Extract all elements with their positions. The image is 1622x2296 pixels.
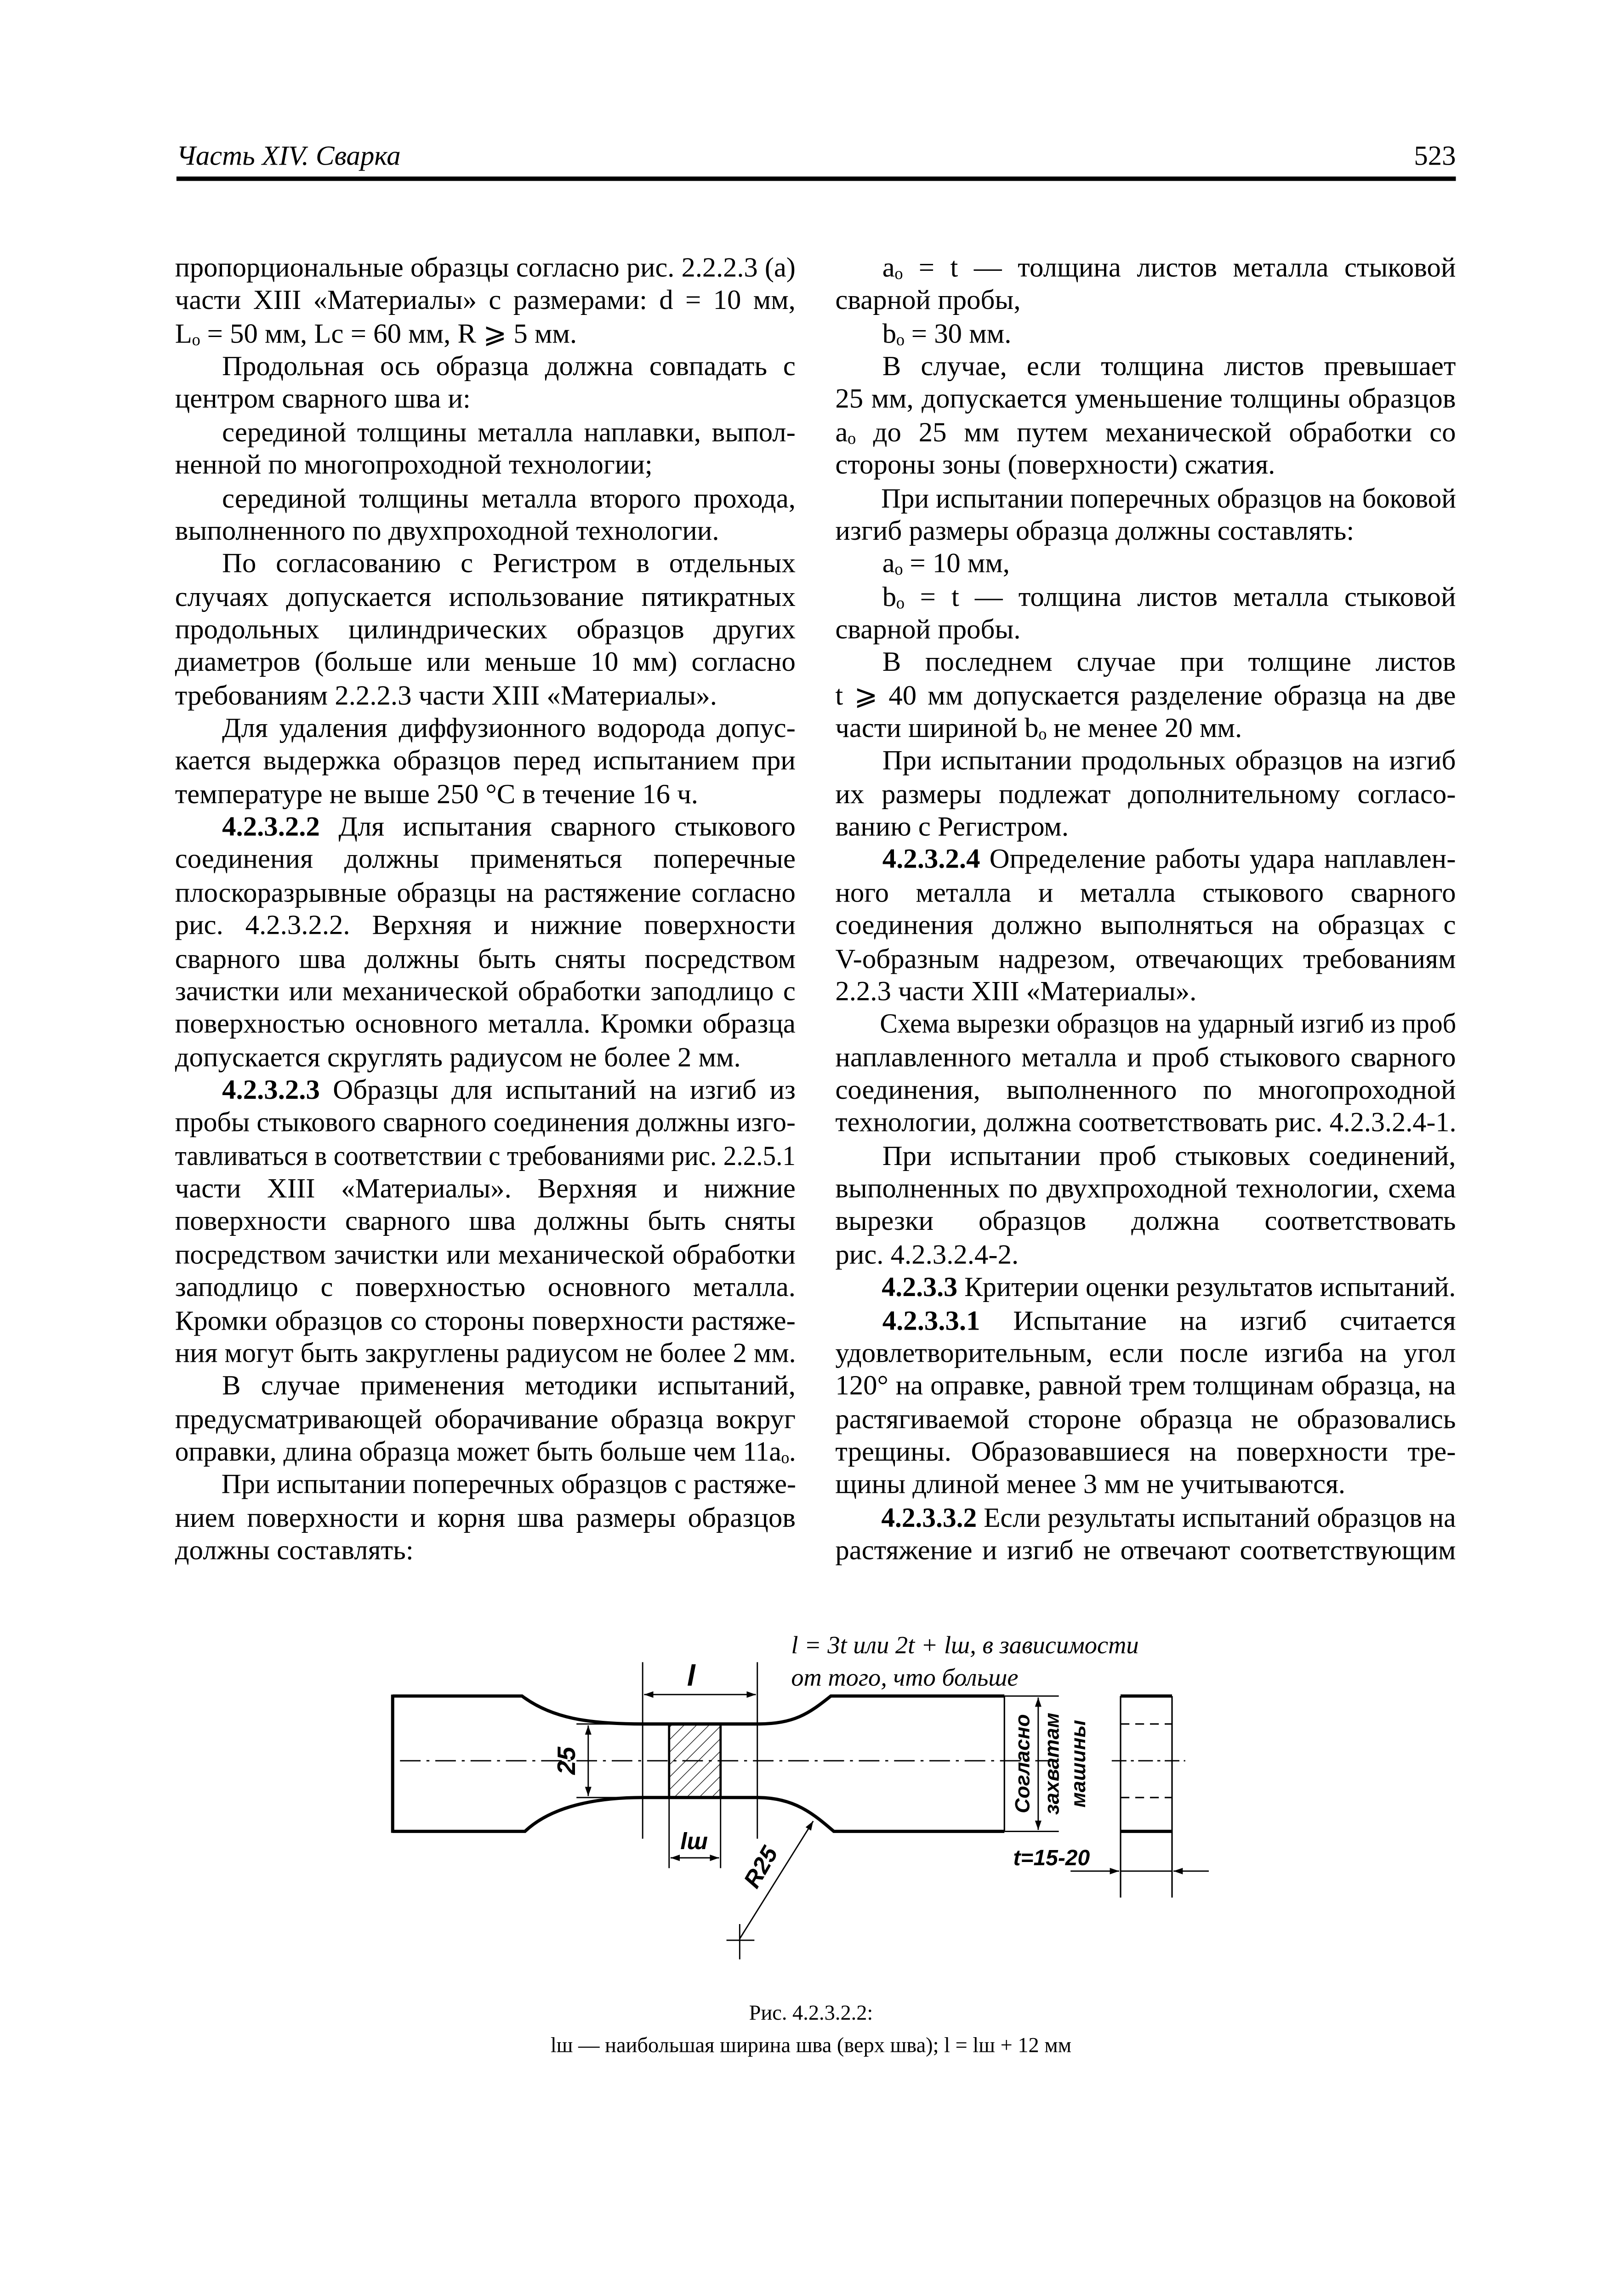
text-line-content: При испытании продольных образцов на изгиб: [882, 746, 1456, 777]
text-line-content: части XIII «Материалы» с размерами: d = 10 мм,: [175, 286, 796, 317]
text-line-content: щины длиной менее 3 мм не учитываются.: [835, 1470, 1346, 1501]
text-line-content: сварной пробы.: [835, 615, 1021, 646]
text-line-content: ного металла и металла стыкового сварного: [835, 878, 1456, 909]
text-line-content: вырезки образцов должна соответствовать: [835, 1206, 1456, 1238]
text-line-content: выполненных по двухпроходной технологии, схема: [835, 1174, 1456, 1205]
text-line-content: предусматривающей оборачивание образца вокруг: [175, 1404, 796, 1435]
text-line-content: нием поверхности и корня шва размеры образцов: [175, 1502, 796, 1534]
section-number: 4.2.3.2.4: [882, 845, 980, 876]
dim-thickness-label: t=15-20: [1013, 1845, 1090, 1870]
text-line-content: При испытании проб стыковых соединений,: [882, 1141, 1456, 1172]
section-number: 4.2.3.3: [882, 1273, 958, 1304]
section-number: 4.2.3.2.3: [222, 1075, 320, 1107]
text-line-content: Кромки образцов со стороны поверхности растяже-: [175, 1305, 796, 1336]
text-line-content: 120° на оправке, равной трем толщинам образца, на: [835, 1371, 1456, 1402]
text-line-content: ния могут быть закруглены радиусом не более 2 мм.: [175, 1338, 796, 1370]
text-line-content: продольных цилиндрических образцов других: [175, 615, 796, 646]
page-number: 523: [1414, 141, 1456, 172]
text-line-content: ванию с Регистром.: [835, 812, 1069, 843]
text-line-content: V-образным надрезом, отвечающих требованиям: [835, 943, 1456, 975]
text-line-content: Определение работы удара наплавлен-: [980, 845, 1456, 876]
text-line-content: aₒ до 25 мм путем механической обработки со: [835, 417, 1456, 449]
text-line-content: Для удаления диффузионного водорода допус-: [222, 713, 796, 745]
dimension-radius: [727, 1821, 814, 1959]
text-line-content: центром сварного шва и:: [175, 384, 471, 416]
text-line-content: заподлицо с поверхностью основного металла.: [175, 1273, 796, 1304]
text-line-content: серединой толщины металла наплавки, выпол-: [222, 417, 796, 449]
dim-radius-label: R25: [738, 1842, 783, 1892]
text-line-content: Образцы для испытаний на изгиб из: [319, 1075, 796, 1107]
text-line-content: Lₒ = 50 мм, Lc = 60 мм, R ⩾ 5 мм.: [175, 319, 577, 350]
dim-width-label: 25: [552, 1747, 581, 1775]
text-line-content: температуре не выше 250 °С в течение 16 ч.: [175, 779, 699, 811]
text-line-content: части XIII «Материалы». Верхняя и нижние: [175, 1174, 796, 1205]
text-line-content: наплавленного металла и проб стыкового сварного: [835, 1042, 1456, 1074]
text-line-content: зачистки или механической обработки заподлицо с: [175, 977, 796, 1008]
text-line-content: 25 мм, допускается уменьшение толщины образцов: [835, 384, 1456, 416]
text-line-content: соединения должны применяться поперечные: [175, 845, 796, 876]
text-line-content: пробы стыкового сварного соединения должны изго-: [175, 1108, 796, 1139]
text-line-content: сварной пробы,: [835, 286, 1021, 317]
dim-l-label: l: [687, 1659, 695, 1692]
text-line-content: растягиваемой стороне образца не образовались: [835, 1404, 1456, 1435]
figure-caption-title: Рис. 4.2.3.2.2:: [749, 2002, 873, 2026]
text-line-content: В случае применения методики испытаний,: [222, 1371, 796, 1402]
text-line-content: ненной по многопроходной технологии;: [175, 450, 653, 481]
text-line-content: При испытании поперечных образцов на боковой: [881, 483, 1456, 514]
text-line-content: трещины. Образовавшиеся на поверхности тре-: [835, 1437, 1456, 1468]
text-line-content: технологии, должна соответствовать рис. 4.2.3.2.4-1.: [835, 1108, 1457, 1139]
text-line-content: выполненного по двухпроходной технологии.: [175, 516, 719, 547]
text-line-content: рис. 4.2.3.2.4-2.: [835, 1239, 1019, 1271]
text-line-content: aₒ = 10 мм,: [882, 549, 1010, 580]
text-line-content: оправки, длина образца может быть больше чем 11aₒ.: [175, 1437, 796, 1468]
section-number: 4.2.3.2.2: [222, 812, 320, 843]
text-line-content: aₒ = t — толщина листов металла стыковой: [882, 253, 1456, 284]
text-line-content: bₒ = t — толщина листов металла стыковой: [882, 582, 1456, 613]
text-line-content: сварного шва должны быть сняты посредством: [175, 943, 796, 975]
grip-label-1: Согласно: [1011, 1714, 1034, 1814]
text-line-content: В случае, если толщина листов превышает: [882, 351, 1456, 383]
text-line-content: t ⩾ 40 мм допускается разделение образца на две: [835, 680, 1456, 712]
text-line-content: поверхности сварного шва должны быть сняты: [175, 1206, 796, 1238]
text-line-content: стороны зоны (поверхности) сжатия.: [835, 450, 1275, 481]
text-line-content: части шириной bₒ не менее 20 мм.: [835, 713, 1242, 745]
section-number: 4.2.3.3.2: [881, 1502, 977, 1534]
grip-label-2: захватам: [1040, 1713, 1064, 1815]
text-line-content: Критерии оценки результатов испытаний.: [957, 1273, 1456, 1304]
text-line-content: рис. 4.2.3.2.2. Верхняя и нижние поверхности: [175, 911, 796, 942]
text-line-content: серединой толщины металла второго прохода,: [222, 483, 796, 514]
figure-note-line2: от того, что больше: [791, 1663, 1019, 1691]
text-line-content: соединения должно выполняться на образцах с: [835, 911, 1456, 942]
text-line-content: требованиям 2.2.2.3 части XIII «Материалы».: [175, 680, 717, 712]
text-line-content: допускается скруглять радиусом не более 2 мм.: [175, 1042, 741, 1074]
figure-note-line1: l = 3t или 2t + lш, в зависимости: [791, 1631, 1139, 1659]
text-line-content: пропорциональные образцы согласно рис. 2.2.2.3 (а): [175, 253, 796, 284]
text-line-content: соединения, выполненного по многопроходной: [835, 1075, 1456, 1107]
running-header-title: Часть XIV. Сварка: [176, 141, 401, 172]
text-line-content: Если результаты испытаний образцов на: [977, 1502, 1456, 1534]
text-line-content: диаметров (больше или меньше 10 мм) согласно: [175, 647, 796, 679]
text-line-content: По согласованию с Регистром в отдельных: [222, 549, 796, 580]
text-line-content: При испытании поперечных образцов с растяже-: [221, 1470, 797, 1501]
text-line-content: тавливаться в соответствии с требованиями рис. 2.2.5.1: [175, 1141, 796, 1172]
text-line-content: изгиб размеры образца должны составлять:: [835, 516, 1355, 547]
text-line-content: удовлетворительным, если после изгиба на угол: [835, 1338, 1456, 1370]
grip-label-3: машины: [1067, 1719, 1090, 1808]
text-line-content: Схема вырезки образцов на ударный изгиб из проб: [880, 1009, 1457, 1040]
figure-caption-legend: lш — наибольшая ширина шва (верх шва); l = lш + 12 мм: [550, 2034, 1072, 2058]
text-line-content: должны составлять:: [175, 1536, 414, 1567]
text-line-content: растяжение и изгиб не отвечают соответствующим: [835, 1536, 1456, 1567]
text-line-content: поверхностью основного металла. Кромки образца: [175, 1009, 796, 1040]
specimen-side-view: [1070, 1696, 1209, 1897]
dim-lw-label: lш: [680, 1828, 708, 1854]
text-line-content: Продольная ось образца должна совпадать с: [222, 351, 796, 383]
text-line-content: плоскоразрывные образцы на растяжение согласно: [175, 878, 796, 909]
text-line-content: Испытание на изгиб считается: [980, 1305, 1456, 1336]
text-line-content: В последнем случае при толщине листов: [882, 647, 1456, 679]
text-line-content: случаях допускается использование пятикратных: [175, 582, 796, 613]
text-line-content: кается выдержка образцов перед испытанием при: [175, 746, 796, 777]
text-line-content: Для испытания сварного стыкового: [319, 812, 796, 843]
text-line-content: их размеры подлежат дополнительному согласо-: [835, 779, 1456, 811]
text-line-content: посредством зачистки или механической обработки: [175, 1239, 796, 1271]
section-number: 4.2.3.3.1: [882, 1305, 980, 1336]
text-line-content: 2.2.3 части XIII «Материалы».: [835, 977, 1197, 1008]
text-line-content: bₒ = 30 мм.: [882, 319, 1012, 350]
